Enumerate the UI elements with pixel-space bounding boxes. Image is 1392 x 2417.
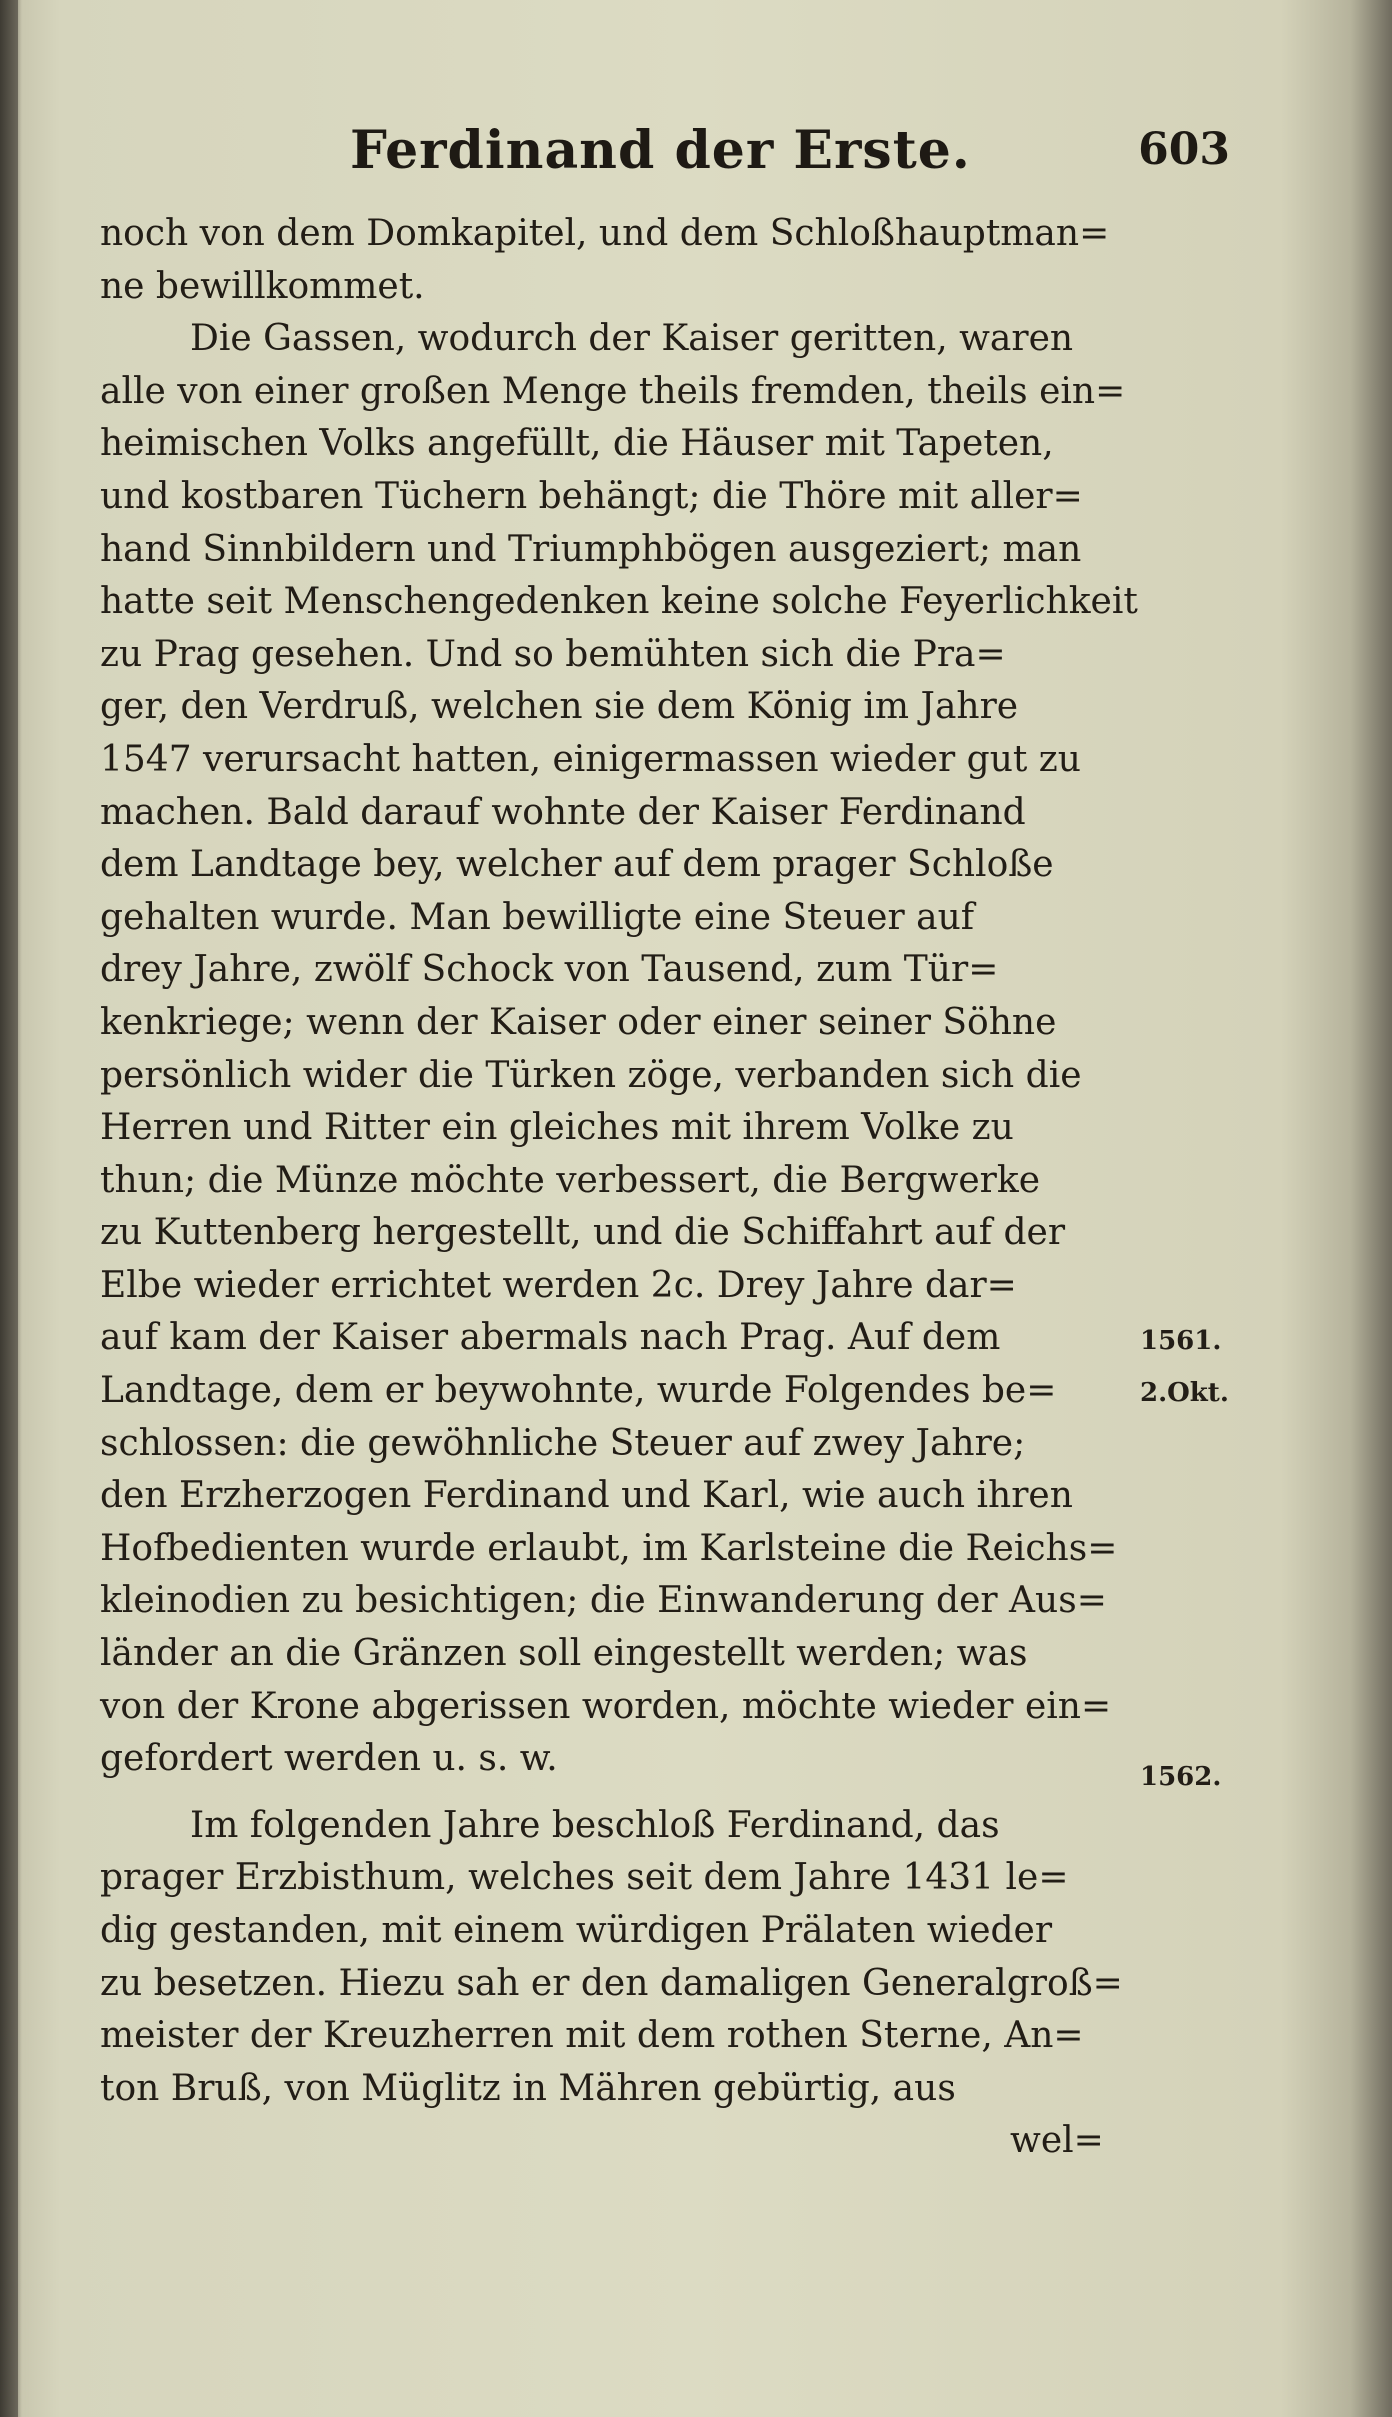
paragraph-start-line: Im folgenden Jahre beschloß Ferdinand, das <box>190 1804 1000 1846</box>
running-title: Ferdinand der Erste. <box>350 120 971 181</box>
book-spine-edge <box>0 0 18 2417</box>
text-line: auf kam der Kaiser abermals nach Prag. Auf dem <box>100 1317 1001 1359</box>
text-line: hatte seit Menschengedenken keine solche Feyerlichkeit <box>100 581 1138 623</box>
text-line: heimischen Volks angefüllt, die Häuser mit Tapeten, <box>100 423 1054 465</box>
margin-note-date: 2.Okt. <box>1140 1378 1229 1408</box>
text-line: von der Krone abgerissen worden, möchte wieder ein= <box>100 1685 1112 1727</box>
text-line: dig gestanden, mit einem würdigen Prälaten wieder <box>100 1910 1053 1951</box>
text-line: schlossen: die gewöhnliche Steuer auf zwey Jahre; <box>100 1422 1026 1464</box>
book-page <box>90 100 1270 2340</box>
text-line: 1547 verursacht hatten, einigermassen wieder gut zu <box>100 738 1081 780</box>
text-line: dem Landtage bey, welcher auf dem prager Schloße <box>100 844 1054 886</box>
page-number: 603 <box>1138 124 1230 175</box>
text-line: den Erzherzogen Ferdinand und Karl, wie auch ihren <box>100 1475 1073 1517</box>
text-line: thun; die Münze möchte verbessert, die Bergwerke <box>100 1159 1041 1201</box>
text-line: Landtage, dem er beywohnte, wurde Folgendes be= <box>100 1370 1057 1412</box>
text-line: meister der Kreuzherren mit dem rothen Sterne, An= <box>100 2015 1084 2057</box>
body-text <box>100 208 1140 2168</box>
text-line: ne bewillkommet. <box>100 265 425 307</box>
margin-note-year: 1562. <box>1140 1762 1222 1792</box>
text-line: länder an die Gränzen soll eingestellt werden; was <box>100 1633 1028 1675</box>
text-line: noch von dem Domkapitel, und dem Schloßhauptman= <box>100 213 1110 254</box>
text-line: Hofbedienten wurde erlaubt, im Karlsteine die Reichs= <box>100 1527 1118 1569</box>
running-head <box>90 120 1270 190</box>
text-line: gehalten wurde. Man bewilligte eine Steuer auf <box>100 896 975 938</box>
text-line: kenkriege; wenn der Kaiser oder einer seiner Söhne <box>100 1001 1057 1043</box>
text-line: zu Prag gesehen. Und so bemühten sich die Pra= <box>100 633 1006 675</box>
text-line: prager Erzbisthum, welches seit dem Jahre 1431 le= <box>100 1857 1069 1899</box>
text-line: kleinodien zu besichtigen; die Einwanderung der Aus= <box>100 1580 1107 1622</box>
text-line: zu besetzen. Hiezu sah er den damaligen Generalgroß= <box>100 1962 1123 2004</box>
text-line: und kostbaren Tüchern behängt; die Thöre mit aller= <box>100 475 1083 517</box>
text-line: hand Sinnbildern und Triumphbögen ausgeziert; man <box>100 528 1082 570</box>
catchword: wel= <box>1010 2120 1104 2162</box>
text-line: ger, den Verdruß, welchen sie dem König im Jahre <box>100 686 1019 728</box>
text-line: ton Bruß, von Müglitz in Mähren gebürtig, aus <box>100 2067 956 2109</box>
paragraph-start-line: Die Gassen, wodurch der Kaiser geritten, waren <box>190 318 1074 360</box>
text-line: drey Jahre, zwölf Schock von Tausend, zum Tür= <box>100 949 999 991</box>
text-line: machen. Bald darauf wohnte der Kaiser Ferdinand <box>100 791 1026 833</box>
margin-note-year: 1561. <box>1140 1326 1222 1356</box>
text-line: persönlich wider die Türken zöge, verbanden sich die <box>100 1054 1082 1096</box>
text-line: Herren und Ritter ein gleiches mit ihrem Volke zu <box>100 1107 1014 1149</box>
text-line: gefordert werden u. s. w. <box>100 1738 558 1780</box>
text-line: zu Kuttenberg hergestellt, und die Schiffahrt auf der <box>100 1212 1066 1254</box>
text-line: alle von einer großen Menge theils fremden, theils ein= <box>100 370 1126 412</box>
text-line: Elbe wieder errichtet werden 2c. Drey Jahre dar= <box>100 1264 1017 1306</box>
